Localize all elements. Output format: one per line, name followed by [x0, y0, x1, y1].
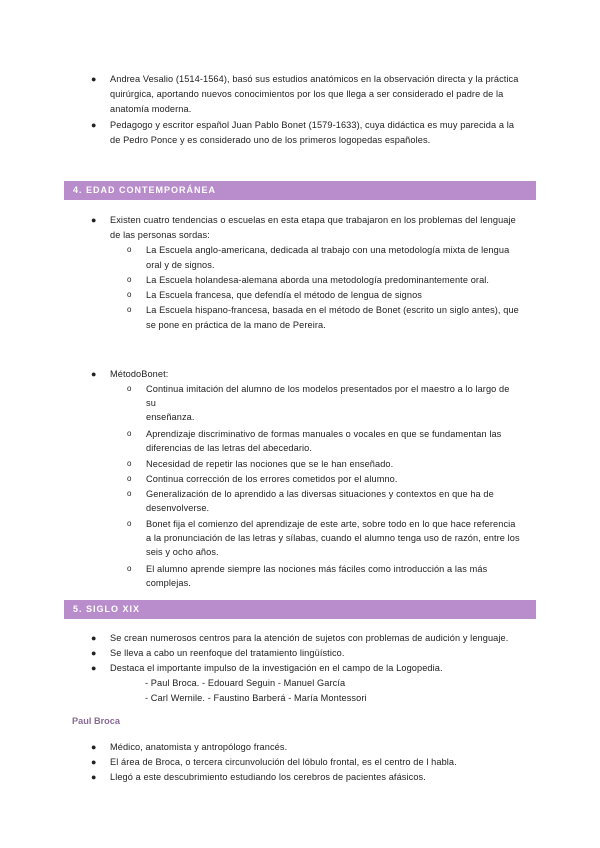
intro-bullet-1-line-1: Andrea Vesalio (1514-1564), basó sus estudios anatómicos en la observación directa y la práctica [110, 74, 519, 84]
bonet-3-line-1: Necesidad de repetir las nociones que se le han enseñado. [146, 459, 394, 469]
bonet-1-line-1: Continua imitación del alumno de los modelos presentados por el maestro a lo largo de [146, 384, 510, 394]
bonet-5-line-2: desenvolverse. [146, 503, 210, 513]
metodo-bonet-label: MétodoBonet: [110, 369, 169, 379]
bullet-icon: ● [91, 648, 97, 658]
bullet-icon: ● [91, 742, 97, 752]
bonet-6-line-3: seis y ocho años. [146, 547, 219, 557]
school-4-line-1: La Escuela hispano-francesa, basada en el método de Bonet (escrito un siglo antes), que [146, 305, 519, 315]
bullet-icon: ● [91, 120, 97, 130]
names-line-2: - Carl Wernile. - Faustino Barberá - María Montessori [145, 693, 367, 703]
bullet-icon: ● [91, 74, 97, 84]
bonet-1-line-2: su [146, 398, 156, 408]
bonet-7-line-1: El alumno aprende siempre las nociones más fáciles como introducción a las más [146, 564, 488, 574]
paul-broca-heading: Paul Broca [72, 716, 120, 726]
section-4-title: 4. EDAD CONTEMPORÁNEA [73, 185, 217, 195]
bonet-1-line-3: enseñanza. [146, 412, 195, 422]
school-4-line-2: se pone en práctica de la mano de Pereira. [146, 320, 326, 330]
broca-item-1: Médico, anatomista y antropólogo francés. [110, 742, 288, 752]
hollow-bullet-icon: o [127, 564, 132, 573]
hollow-bullet-icon: o [127, 459, 132, 468]
bullet-icon: ● [91, 633, 97, 643]
bonet-2-line-1: Aprendizaje discriminativo de formas manuales o vocales en que se fundamentan las [146, 429, 502, 439]
siglo-xix-item-2: Se lleva a cabo un reenfoque del tratamiento lingüístico. [110, 648, 345, 658]
bonet-4-line-1: Continua corrección de los errores cometidos por el alumno. [146, 474, 398, 484]
bonet-7-line-2: complejas. [146, 578, 191, 588]
section-5-title: 5. SIGLO XIX [73, 604, 141, 614]
school-2-line-1: La Escuela holandesa-alemana aborda una metodología predominantemente oral. [146, 275, 490, 285]
hollow-bullet-icon: o [127, 305, 132, 314]
intro-bullet-1-line-3: anatomía moderna. [110, 104, 192, 114]
section-4-main-line-2: de las personas sordas: [110, 230, 210, 240]
school-3-line-1: La Escuela francesa, que defendía el método de lengua de signos [146, 290, 422, 300]
bullet-icon: ● [91, 215, 97, 225]
names-line-1: - Paul Broca. - Edouard Seguin - Manuel García [145, 678, 346, 688]
bullet-icon: ● [91, 757, 97, 767]
broca-item-2: El área de Broca, o tercera circunvolución del lóbulo frontal, es el centro de l habla. [110, 757, 457, 767]
bullet-icon: ● [91, 663, 97, 673]
bullet-icon: ● [91, 369, 97, 379]
hollow-bullet-icon: o [127, 474, 132, 483]
intro-bullet-1-line-2: quirúrgica, aportando nuevos conocimientos por los que llega a ser considerado el padre de la [110, 89, 504, 99]
hollow-bullet-icon: o [127, 519, 132, 528]
hollow-bullet-icon: o [127, 245, 132, 254]
school-1-line-2: oral y de signos. [146, 260, 215, 270]
hollow-bullet-icon: o [127, 384, 132, 393]
hollow-bullet-icon: o [127, 429, 132, 438]
hollow-bullet-icon: o [127, 489, 132, 498]
bonet-6-line-1: Bonet fija el comienzo del aprendizaje de este arte, sobre todo en lo que hace referencia [146, 519, 516, 529]
section-4-main-line-1: Existen cuatro tendencias o escuelas en esta etapa que trabajaron en los problemas del lenguaje [110, 215, 516, 225]
school-1-line-1: La Escuela anglo-americana, dedicada al trabajo con una metodología mixta de lengua [146, 245, 510, 255]
bonet-5-line-1: Generalización de lo aprendido a las diversas situaciones y contextos en que ha de [146, 489, 494, 499]
bonet-2-line-2: diferencias de las letras del abecedario. [146, 443, 312, 453]
siglo-xix-item-3: Destaca el importante impulso de la investigación en el campo de la Logopedia. [110, 663, 443, 673]
intro-bullet-2-line-2: de Pedro Ponce y es considerado uno de los primeros logopedas españoles. [110, 135, 431, 145]
section-4-header [64, 181, 536, 200]
section-5-header [64, 600, 536, 619]
hollow-bullet-icon: o [127, 275, 132, 284]
bullet-icon: ● [91, 772, 97, 782]
bonet-6-line-2: a la pronunciación de las letras y sílabas, cuando el alumno tenga uso de razón, entre los [146, 533, 520, 543]
broca-item-3: Llegó a este descubrimiento estudiando los cerebros de pacientes afásicos. [110, 772, 426, 782]
siglo-xix-item-1: Se crean numerosos centros para la atención de sujetos con problemas de audición y lenguaje. [110, 633, 509, 643]
hollow-bullet-icon: o [127, 290, 132, 299]
intro-bullet-2-line-1: Pedagogo y escritor español Juan Pablo Bonet (1579-1633), cuya didáctica es muy parecida a la [110, 120, 515, 130]
